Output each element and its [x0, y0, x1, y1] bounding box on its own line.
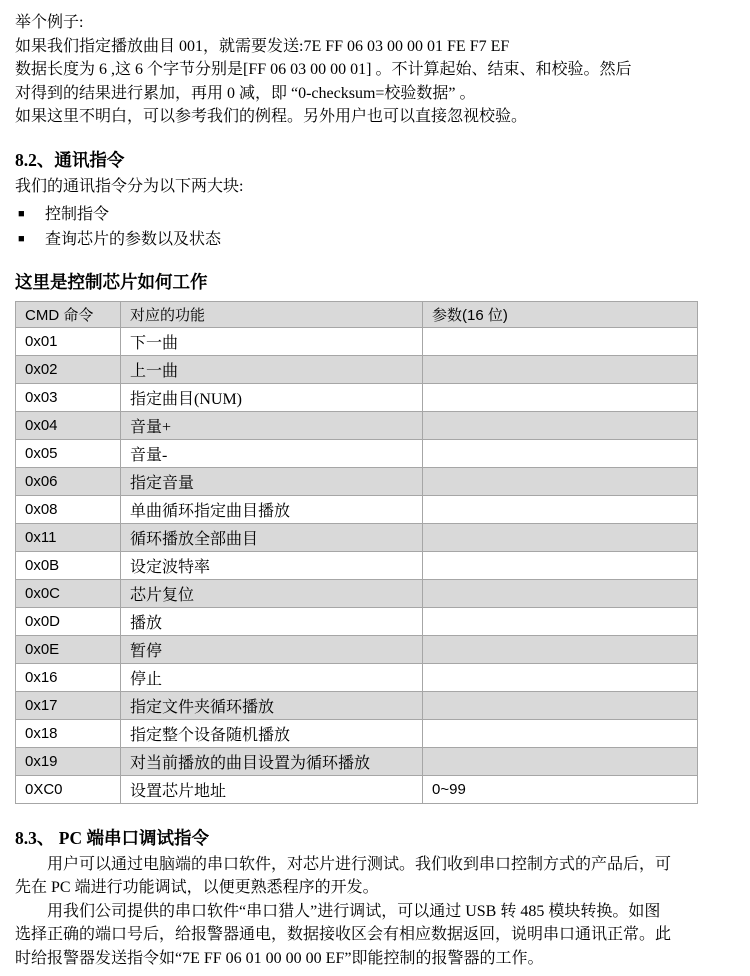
function-cell: 设定波特率	[121, 551, 423, 579]
param-cell	[423, 579, 698, 607]
command-table-caption: 这里是控制芯片如何工作	[15, 271, 208, 292]
body-text-line: 用户可以通过电脑端的串口软件，对芯片进行测试。我们收到串口控制方式的产品后，可	[47, 855, 672, 873]
body-text-line: 时给报警器发送指令如“7E FF 06 01 00 00 00 EF”即能控制的报警器的工作。	[15, 949, 544, 967]
intro-line: 举个例子:	[15, 14, 84, 31]
function-cell: 停止	[121, 663, 423, 691]
param-column-header: 参数(16 位)	[423, 301, 698, 327]
intro-line: 如果这里不明白，可以参考我们的例程。另外用户也可以直接忽视校验。	[15, 108, 528, 125]
param-cell	[423, 467, 698, 495]
section-8-2-heading: 8.2、通讯指令	[15, 149, 125, 170]
cmd-cell: 0x05	[16, 439, 121, 467]
function-cell: 指定整个设备随机播放	[121, 719, 423, 747]
param-cell	[423, 495, 698, 523]
function-cell: 音量+	[121, 411, 423, 439]
table-row	[16, 719, 698, 747]
cmd-cell: 0x16	[16, 663, 121, 691]
param-cell	[423, 747, 698, 775]
cmd-cell: 0x08	[16, 495, 121, 523]
cmd-cell: 0x18	[16, 719, 121, 747]
table-row	[16, 327, 698, 355]
body-text-line: 选择正确的端口号后，给报警器通电，数据接收区会有相应数据返回，说明串口通讯正常。此	[15, 926, 672, 943]
section-8-3-paragraphs	[15, 853, 735, 971]
function-cell: 指定文件夹循环播放	[121, 691, 423, 719]
list-item-label: 控制指令	[45, 205, 110, 223]
table-row	[16, 579, 698, 607]
list-item	[15, 227, 735, 252]
param-cell	[423, 663, 698, 691]
function-cell: 单曲循环指定曲目播放	[121, 495, 423, 523]
param-cell	[423, 635, 698, 663]
param-cell	[423, 607, 698, 635]
cmd-cell: 0x11	[16, 523, 121, 551]
function-cell: 播放	[121, 607, 423, 635]
cmd-cell: 0x03	[16, 383, 121, 411]
function-cell: 芯片复位	[121, 579, 423, 607]
function-cell: 对当前播放的曲目设置为循环播放	[121, 747, 423, 775]
function-cell: 音量-	[121, 439, 423, 467]
bullet-square-icon: ■	[18, 207, 25, 220]
list-item	[15, 202, 735, 227]
cmd-cell: 0XC0	[16, 775, 121, 803]
param-cell	[423, 551, 698, 579]
intro-line: 如果我们指定播放曲目 001，就需要发送:7E FF 06 03 00 00 01 FE F7 EF	[15, 37, 510, 55]
intro-line: 对得到的结果进行累加，再用 0 减，即 “0-checksum=校验数据” 。	[15, 84, 476, 102]
function-cell: 上一曲	[121, 355, 423, 383]
command-table	[15, 301, 698, 804]
bullet-square-icon: ■	[18, 232, 25, 245]
command-type-list	[15, 202, 735, 252]
param-cell	[423, 327, 698, 355]
table-row	[16, 635, 698, 663]
table-row	[16, 355, 698, 383]
intro-line: 数据长度为 6 ,这 6 个字节分别是[FF 06 03 00 00 01] 。不计算起始、结束、和校验。然后	[15, 61, 632, 78]
cmd-cell: 0x19	[16, 747, 121, 775]
param-cell	[423, 691, 698, 719]
cmd-cell: 0x0D	[16, 607, 121, 635]
cmd-cell: 0x06	[16, 467, 121, 495]
table-header-row	[16, 301, 698, 327]
cmd-column-header: CMD 命令	[16, 301, 121, 327]
param-cell	[423, 719, 698, 747]
intro-paragraph	[15, 11, 735, 129]
table-row	[16, 663, 698, 691]
table-row	[16, 383, 698, 411]
table-row	[16, 523, 698, 551]
function-column-header: 对应的功能	[121, 301, 423, 327]
table-row	[16, 411, 698, 439]
section-8-2-lead: 我们的通讯指令分为以下两大块:	[15, 177, 244, 195]
cmd-cell: 0x0C	[16, 579, 121, 607]
table-row	[16, 495, 698, 523]
param-cell	[423, 411, 698, 439]
command-table-body	[16, 327, 698, 803]
cmd-cell: 0x17	[16, 691, 121, 719]
function-cell: 暂停	[121, 635, 423, 663]
param-cell: 0~99	[423, 775, 698, 803]
param-cell	[423, 355, 698, 383]
table-row	[16, 775, 698, 803]
body-text-line: 用我们公司提供的串口软件“串口猎人”进行调试，可以通过 USB 转 485 模块转换。如图	[47, 902, 661, 920]
param-cell	[423, 523, 698, 551]
function-cell: 循环播放全部曲目	[121, 523, 423, 551]
cmd-cell: 0x04	[16, 411, 121, 439]
cmd-cell: 0x02	[16, 355, 121, 383]
function-cell: 下一曲	[121, 327, 423, 355]
param-cell	[423, 383, 698, 411]
table-row	[16, 691, 698, 719]
section-8-3-heading: 8.3、 PC 端串口调试指令	[15, 827, 209, 848]
table-row	[16, 467, 698, 495]
table-row	[16, 747, 698, 775]
cmd-cell: 0x0E	[16, 635, 121, 663]
param-cell	[423, 439, 698, 467]
function-cell: 设置芯片地址	[121, 775, 423, 803]
list-item-label: 查询芯片的参数以及状态	[45, 230, 222, 248]
function-cell: 指定音量	[121, 467, 423, 495]
table-row	[16, 439, 698, 467]
function-cell: 指定曲目(NUM)	[121, 383, 423, 411]
body-text-line: 先在 PC 端进行功能调试，以便更熟悉程序的开发。	[15, 879, 379, 896]
table-row	[16, 607, 698, 635]
cmd-cell: 0x0B	[16, 551, 121, 579]
table-row	[16, 551, 698, 579]
cmd-cell: 0x01	[16, 327, 121, 355]
